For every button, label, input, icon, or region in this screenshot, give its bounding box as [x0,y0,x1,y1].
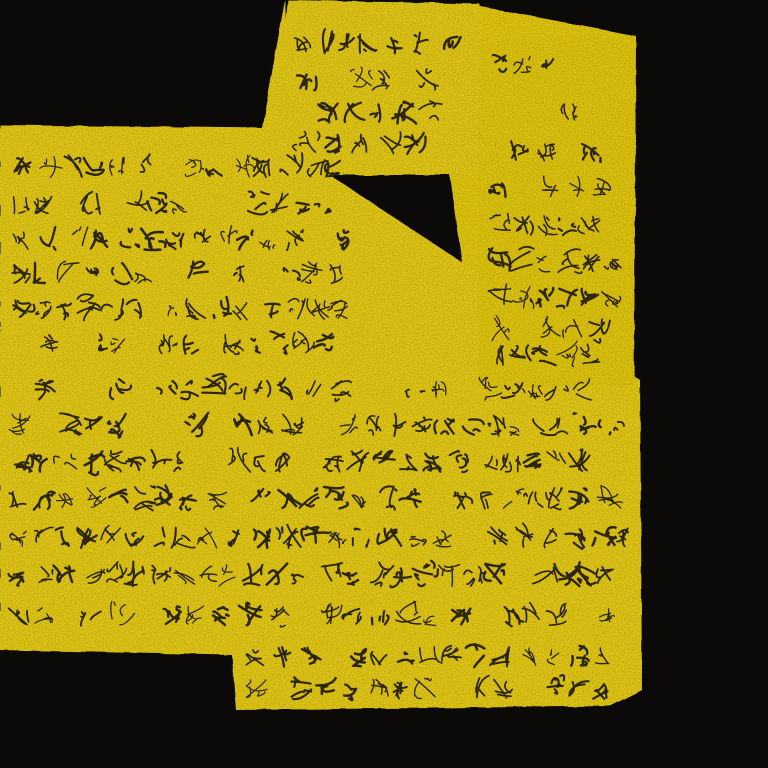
right-column-fragment [478,36,636,388]
